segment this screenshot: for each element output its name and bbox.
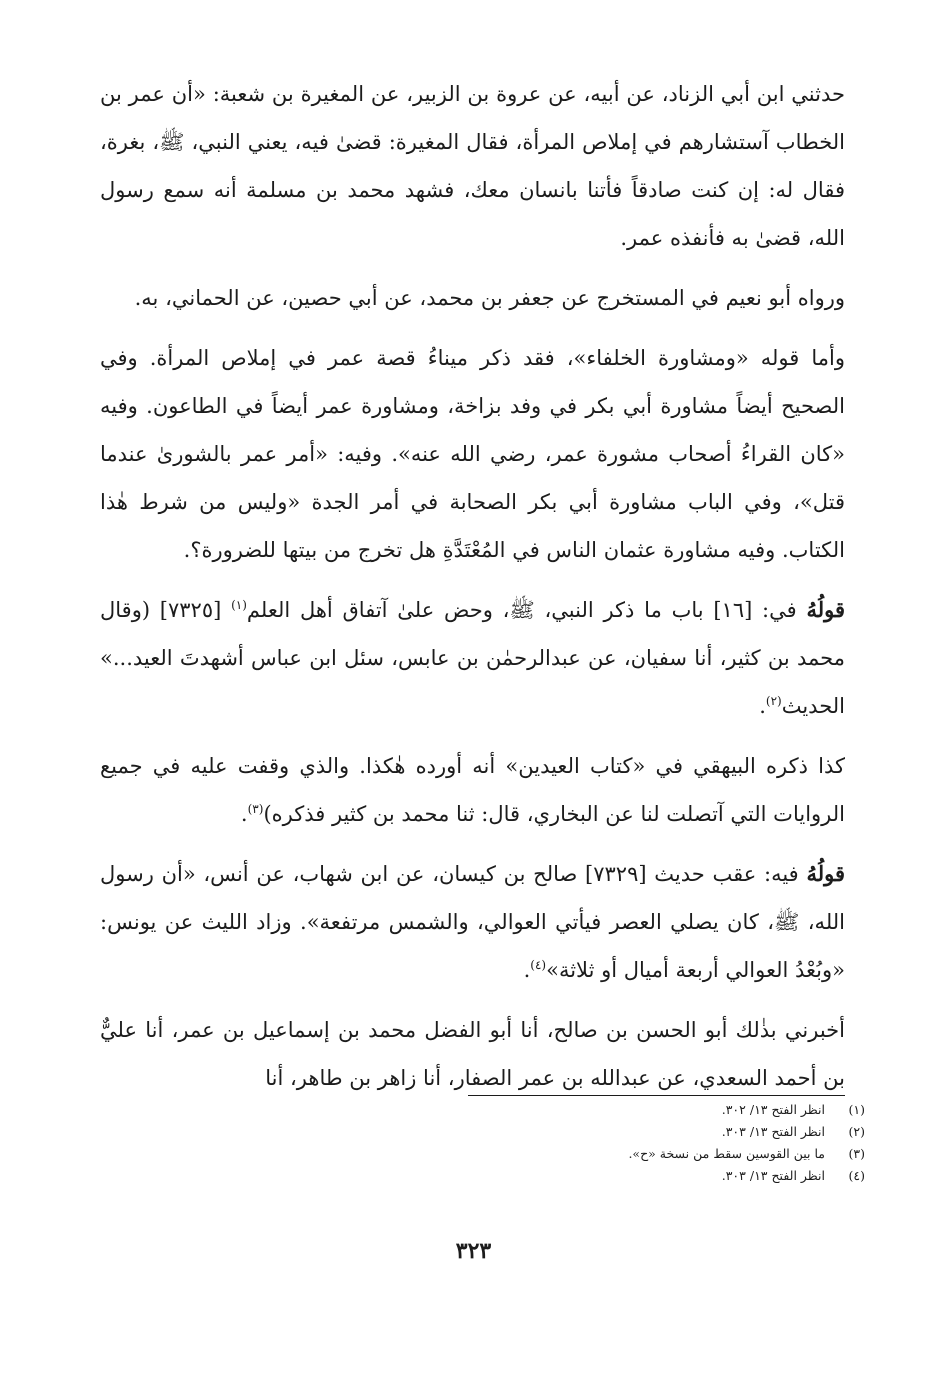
paragraph-text: . xyxy=(759,694,766,718)
footnote-ref-4: (٤) xyxy=(530,958,547,972)
paragraph-text: في: [١٦] باب ما ذكر النبي، ﷺ، وحض علىٰ آتفاق أهل العلم xyxy=(246,598,807,622)
paragraph-text: كذا ذكره البيهقي في «كتاب العيدين» أنه أورده هٰكذا. والذي وقفت عليه في جميع الروايات التي آتصلت لنا عن البخاري، قال: ثنا محمد بن كثير فذكره) xyxy=(100,754,845,826)
paragraph-3 xyxy=(100,334,845,574)
paragraph-7 xyxy=(100,1006,845,1102)
paragraph-6 xyxy=(100,850,845,994)
page-number: ٣٢٣ xyxy=(455,1238,492,1264)
paragraph-2 xyxy=(100,274,845,322)
footnote-ref-3: (٣) xyxy=(247,802,264,816)
footnotes xyxy=(470,1099,865,1187)
footnote-number: (٢) xyxy=(848,1124,865,1139)
footnote-text: انظر الفتح ١٣/ ٣٠٣. xyxy=(721,1168,825,1183)
paragraph-text: . xyxy=(523,958,531,982)
paragraph-5 xyxy=(100,742,845,838)
paragraph-text: أخبرني بذٰلك أبو الحسن بن صالح، أنا أبو الفضل محمد بن إسماعيل بن عمر، أنا عليٌّ بن أحمد السعدي، عن عبدالله بن عمر الصفار، أنا زاهر بن طاهر، أنا xyxy=(100,1018,845,1090)
footnote-text: انظر الفتح ١٣/ ٣٠٢. xyxy=(721,1102,825,1117)
main-text xyxy=(100,70,845,1114)
footnote-ref-2: (٢) xyxy=(765,694,782,708)
paragraph-1 xyxy=(100,70,845,262)
footnote-number: (٤) xyxy=(848,1168,865,1183)
footnote-divider xyxy=(468,1095,845,1096)
paragraph-text: [٧٣٢٥] (وقال محمد بن كثير، أنا سفيان، عن عبدالرحمٰن بن عابس، سئل ابن عباس أشهدتَ العيد...» الحديث xyxy=(100,598,845,718)
paragraph-lead: قولُهُ xyxy=(806,597,845,622)
footnote-ref-1: (١) xyxy=(231,598,247,612)
paragraph-4 xyxy=(100,586,845,730)
footnote-number: (٣) xyxy=(848,1146,865,1161)
paragraph-lead: قولُهُ xyxy=(806,861,845,886)
footnote-number: (١) xyxy=(848,1102,865,1117)
paragraph-text: . xyxy=(240,802,248,826)
paragraph-text: فيه: عقب حديث [٧٣٢٩] صالح بن كيسان، عن ابن شهاب، عن أنس، «أن رسول الله، ﷺ، كان يصلي العصر فيأتي العوالي، والشمس مرتفعة». وزاد الليث عن يونس: «وبُعْدُ العوالي أربعة أميال أو ثلاثة» xyxy=(100,862,845,982)
paragraph-text: ورواه أبو نعيم في المستخرج عن جعفر بن محمد، عن أبي حصين، عن الحماني، به. xyxy=(134,286,845,310)
footnote-text: ما بين القوسين سقط من نسخة «ح». xyxy=(628,1146,825,1161)
footnote-item xyxy=(470,1143,865,1165)
footnote-item xyxy=(470,1121,865,1143)
footnote-item xyxy=(470,1165,865,1187)
paragraph-text: وأما قوله «ومشاورة الخلفاء»، فقد ذكر ميناءُ قصة عمر في إملاص المرأة. وفي الصحيح أيضاً مشاورة أبي بكر في وفد بزاخة، ومشاورة عمر أيضاً في الطاعون. وفيه «كان القراءُ أصحاب مشورة عمر، رضي الله عنه». وفيه: «أمر عمر بالشورىٰ عندما قتل»، وفي الباب مشاورة أبي بكر الصحابة في أمر الجدة «وليس من شرط هٰذا الكتاب. وفيه مشاورة عثمان الناس في المُعْتَدَّةِ هل تخرج من بيتها للضرورة؟. xyxy=(100,346,845,562)
footnote-text: انظر الفتح ١٣/ ٣٠٣. xyxy=(721,1124,825,1139)
footnote-item xyxy=(470,1099,865,1121)
paragraph-text: حدثني ابن أبي الزناد، عن أبيه، عن عروة بن الزبير، عن المغيرة بن شعبة: «أن عمر بن الخطاب آستشارهم في إملاص المرأة، فقال المغيرة: قضىٰ فيه، يعني النبي، ﷺ، بغرة، فقال له: إن كنت صادقاً فأتنا بانسان معك، فشهد محمد بن مسلمة أنه سمع رسول الله، قضىٰ به فأنفذه عمر. xyxy=(100,82,845,250)
